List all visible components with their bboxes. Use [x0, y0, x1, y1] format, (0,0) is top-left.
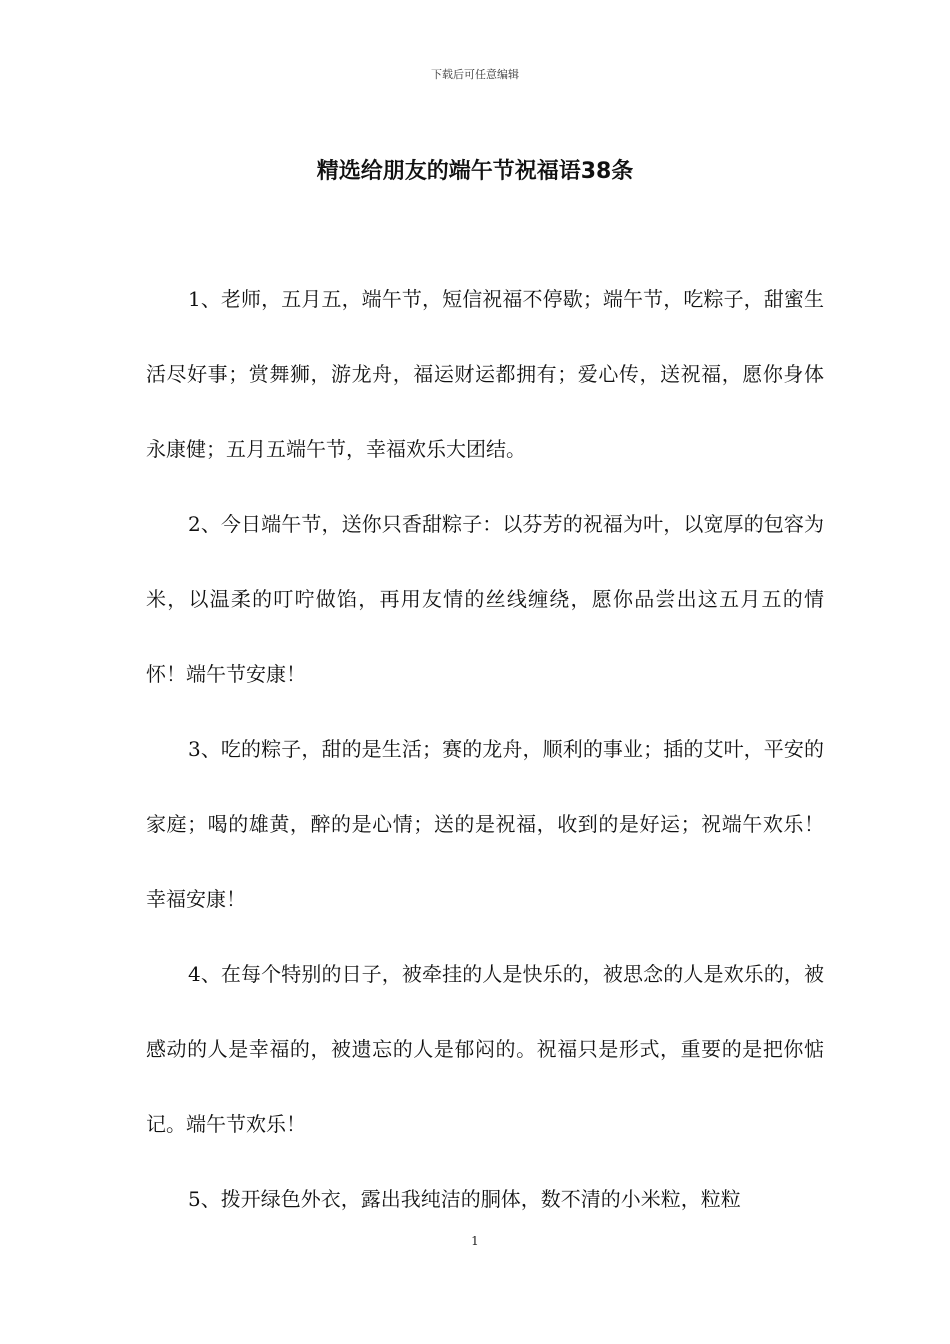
- paragraph-3: 3、吃的粽子，甜的是生活；赛的龙舟，顺利的事业；插的艾叶，平安的家庭；喝的雄黄，醉的是心情；送的是祝福，收到的是好运；祝端午欢乐！幸福安康！: [146, 737, 824, 911]
- document-body: [146, 262, 824, 1237]
- document-title: 精选给朋友的端午节祝福语38条: [316, 159, 634, 184]
- paragraph-1: 1、老师，五月五，端午节，短信祝福不停歇；端午节，吃粽子，甜蜜生活尽好事；赏舞狮，游龙舟，福运财运都拥有；爱心传，送祝福，愿你身体永康健；五月五端午节，幸福欢乐大团结。: [146, 287, 824, 461]
- paragraph-2: 2、今日端午节，送你只香甜粽子：以芬芳的祝福为叶，以宽厚的包容为米，以温柔的叮咛做馅，再用友情的丝线缠绕，愿你品尝出这五月五的情怀！端午节安康！: [146, 512, 824, 686]
- page-number: 1: [471, 1234, 479, 1248]
- paragraph-4: 4、在每个特别的日子，被牵挂的人是快乐的，被思念的人是欢乐的，被感动的人是幸福的，被遗忘的人是郁闷的。祝福只是形式，重要的是把你惦记。端午节欢乐！: [146, 962, 824, 1136]
- paragraph-5: 5、拨开绿色外衣，露出我纯洁的胴体，数不清的小米粒，粒粒: [188, 1187, 741, 1211]
- page-header-note: 下载后可任意编辑: [431, 68, 519, 81]
